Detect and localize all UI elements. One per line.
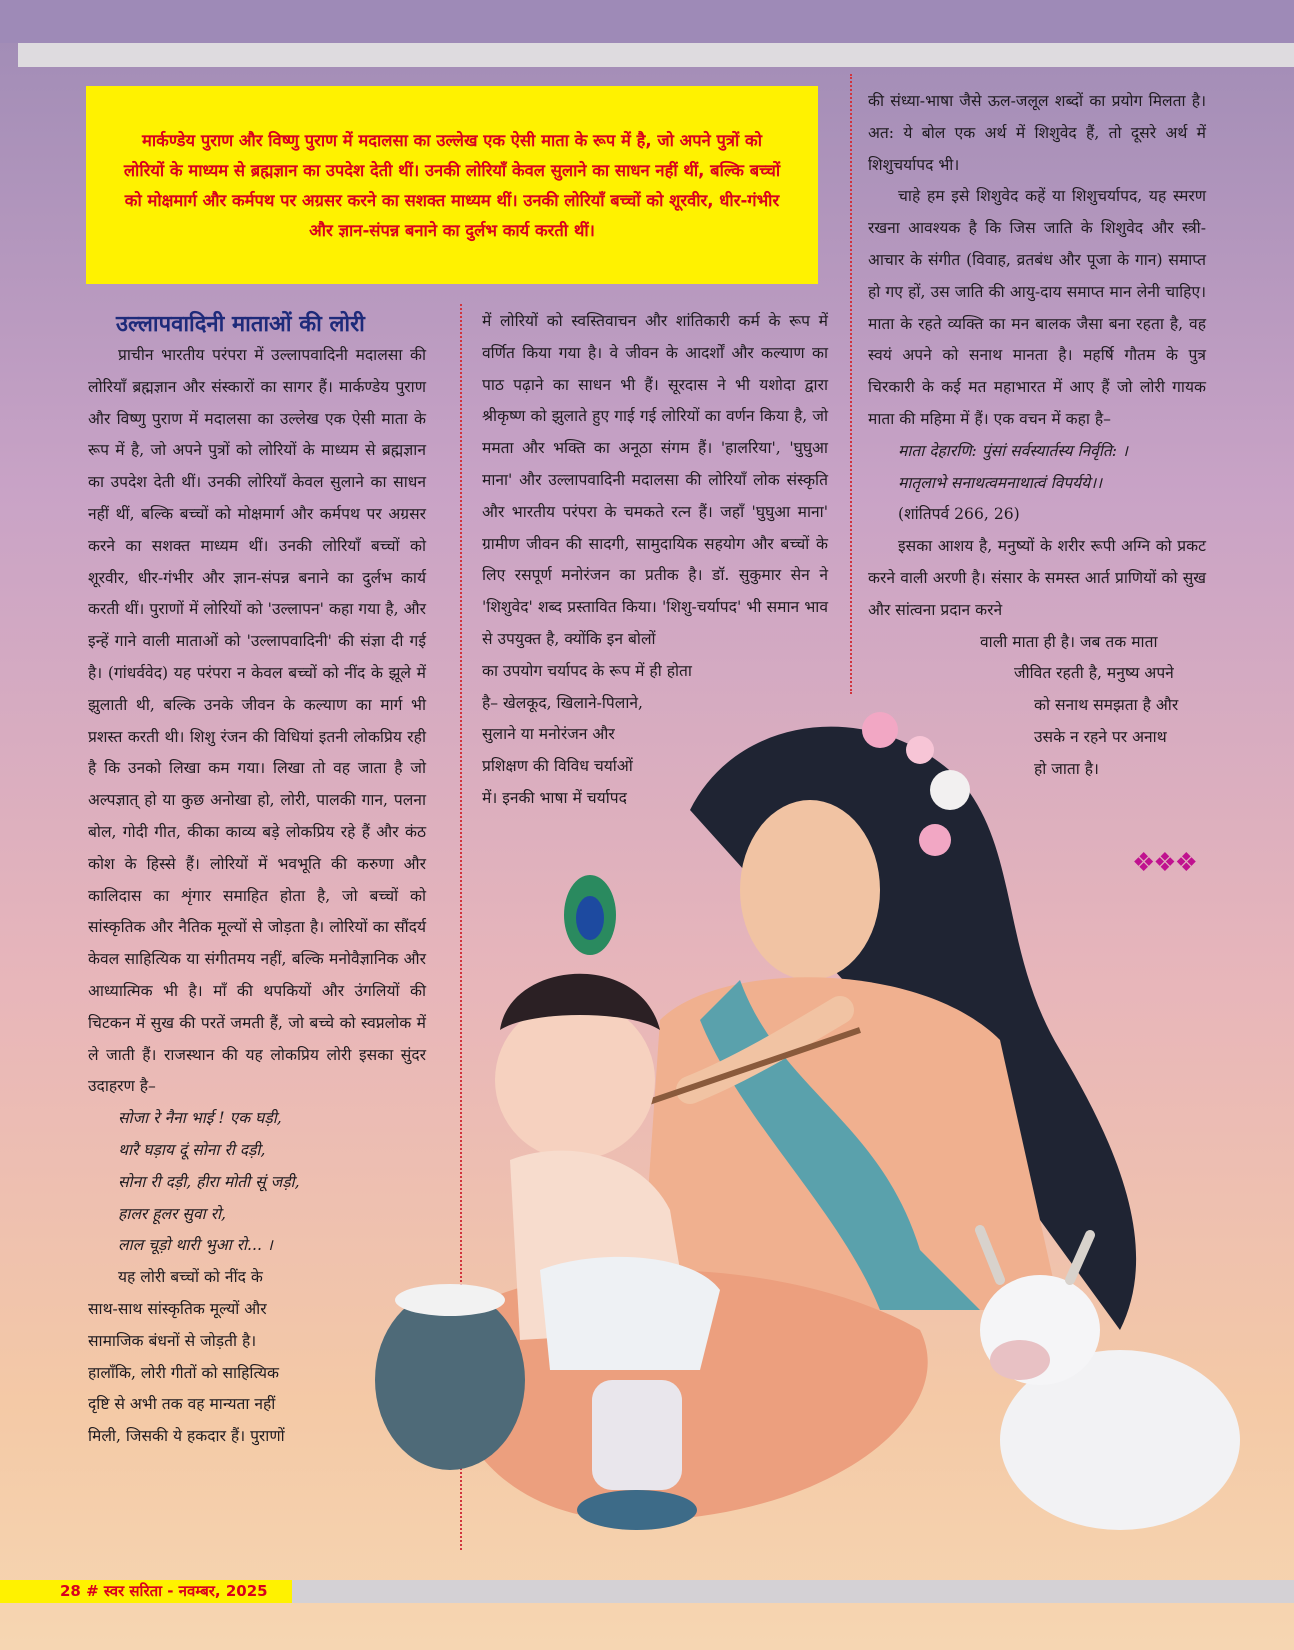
text-line: सामाजिक बंधनों से जोड़ती है। xyxy=(88,1331,257,1350)
callout-text: मार्कण्डेय पुराण और विष्णु पुराण में मदालसा का उल्लेख एक ऐसी माता के रूप में है, जो अपने पुत्रों को लोरियों के माध्यम से ब्रह्मज्ञान का उपदेश देती थीं। उनकी लोरियाँ केवल सुलाने का साधन नहीं थीं, बल्कि बच्चों को मोक्षमार्ग और कर्मपथ पर अग्रसर करने का सशक्त माध्यम थीं। उनकी लोरियाँ बच्चों को शूरवीर, धीर-गंभीर और ज्ञान-संपन्न बनाने का दुर्लभ कार्य करती थीं। xyxy=(123,131,781,240)
top-band xyxy=(0,0,1294,43)
text-line: यह लोरी बच्चों को नींद के xyxy=(118,1268,263,1287)
ornament-diamonds-icon: ❖❖❖ xyxy=(1132,848,1196,878)
text-line: प्रशिक्षण की विविध चर्याओं xyxy=(482,757,633,776)
verse-line: लाल चूड़ो थारी भुआ रो... । xyxy=(118,1236,273,1255)
text-line: सुलाने या मनोरंजन और xyxy=(482,725,615,744)
text-line: वाली माता ही है। जब तक माता xyxy=(980,632,1158,651)
text-line: जीवित रहती है, मनुष्य अपने xyxy=(1014,664,1174,683)
text-line: को सनाथ समझता है और xyxy=(1034,696,1179,715)
article-column-3 xyxy=(868,86,1206,786)
text-line: दृष्टि से अभी तक वह मान्यता नहीं xyxy=(88,1395,276,1414)
text-line: है– खेलकूद, खिलाने-पिलाने, xyxy=(482,693,643,712)
mother-feeding-child-illustration xyxy=(360,690,1260,1590)
paragraph: इसका आशय है, मनुष्यों के शरीर रूपी अग्नि को प्रकट करने वाली अरणी है। संसार के समस्त आर्त प्राणियों को सुख और सांत्वना प्रदान करने xyxy=(868,537,1206,619)
text-line: मिली, जिसकी ये हकदार हैं। पुराणों xyxy=(88,1427,285,1446)
text-line: साथ-साथ सांस्कृतिक मूल्यों और xyxy=(88,1299,267,1318)
top-stripe xyxy=(18,43,1294,67)
verse-line: सोजा रे नैना भाई ! एक घड़ी, xyxy=(118,1109,282,1128)
text-line: हो जाता है। xyxy=(1034,759,1099,778)
verse-line: माता देहारणि: पुंसां सर्वस्यार्तस्य निर्वृति: । xyxy=(898,441,1128,460)
text-line: उसके न रहने पर अनाथ xyxy=(1034,727,1167,746)
paragraph: की संध्या-भाषा जैसे ऊल-जलूल शब्दों का प्रयोग मिलता है। अत: ये बोल एक अर्थ में शिशुवेद हैं, तो दूसरे अर्थ में शिशुचर्यापद भी। xyxy=(868,92,1206,174)
text-line: का उपयोग चर्यापद के रूप में ही होता xyxy=(482,661,692,680)
text-line: में। इनकी भाषा में चर्यापद xyxy=(482,788,627,807)
page-footer-label: 28 # स्वर सरिता - नवम्बर, 2025 xyxy=(0,1580,292,1603)
paragraph: प्राचीन भारतीय परंपरा में उल्लापवादिनी मदालसा की लोरियाँ ब्रह्मज्ञान और संस्कारों का सागर हैं। मार्कण्डेय पुराण और विष्णु पुराण में मदालसा का उल्लेख एक ऐसी माता के रूप में है, जो अपने पुत्रों को लोरियों के माध्यम से ब्रह्मज्ञान का उपदेश देती थीं। उनकी लोरियाँ केवल सुलाने का साधन नहीं थीं, बल्कि बच्चों को मोक्षमार्ग और कर्मपथ पर अग्रसर करने का सशक्त माध्यम थीं। उनकी लोरियाँ बच्चों को शूरवीर, धीर-गंभीर और ज्ञान-संपन्न बनाने का दुर्लभ कार्य करती थीं। पुराणों में लोरियों को 'उल्लापन' कहा गया है, और इन्हें गाने वाली माताओं को 'उल्लापवादिनी' की संज्ञा दी गई है। (गांधर्ववेद) यह परंपरा न केवल बच्चों को नींद के झूले में झुलाती थी, बल्कि उनके जीवन के कल्याण का मार्ग भी प्रशस्त करती थी। शिशु रंजन की विधियां इतनी लोकप्रिय रही है कि उनको लिखा कम गया। लिखा तो वह जाता है जो अल्पज्ञात् हो या कुछ अनोखा हो, लोरी, पालकी गान, पलना बोल, गोदी गीत, कीका काव्य बड़े लोकप्रिय रहे हैं और कंठ कोश के हिस्से हैं। लोरियों में भवभूति की करुणा और कालिदास का शृंगार समाहित होता है, जो बच्चों को सांस्कृतिक और नैतिक मूल्यों से जोड़ता है। लोरियों का सौंदर्य केवल साहित्यिक या संगीतमय नहीं, बल्कि मनोवैज्ञानिक और आध्यात्मिक भी है। माँ की थपकियों और उंगलियों की चिटकन में सुख की परतें जमती हैं, जो बच्चे को स्वप्नलोक में ले जाती हैं। राजस्थान की यह लोकप्रिय लोरी इसका सुंदर उदाहरण है– xyxy=(88,346,426,1096)
column-divider-2 xyxy=(850,74,852,694)
paragraph: चाहे हम इसे शिशुवेद कहें या शिशुचर्यापद, यह स्मरण रखना आवश्यक है कि जिस जाति के शिशुवेद और स्त्री-आचार के संगीत (विवाह, व्रतबंध और पूजा के गान) समाप्त हो गए हों, उस जाति की आयु-दाय समाप्त मान लेनी चाहिए। माता के रहते व्यक्ति का मन बालक जैसा बना रहता है, वह स्वयं अपने को सनाथ मानता है। महर्षि गौतम के पुत्र चिरकारी के कई मत महाभारत में आए हैं जो लोरी गायक माता की महिमा में हैं। एक वचन में कहा है– xyxy=(868,187,1206,428)
verse-line: मातृलाभे सनाथत्वमनाथात्वं विपर्यये।। xyxy=(898,473,1103,492)
verse-line: सोना री दड़ी, हीरा मोती सूं जड़ी, xyxy=(118,1172,300,1191)
text-line: हालाँकि, लोरी गीतों को साहित्यिक xyxy=(88,1363,279,1382)
verse-line: हालर हूलर सुवा रो, xyxy=(118,1204,226,1223)
verse-citation: (शांतिपर्व 266, 26) xyxy=(898,505,1020,524)
highlight-callout-box xyxy=(86,86,818,284)
article-heading: उल्लापवादिनी माताओं की लोरी xyxy=(116,311,365,337)
verse-line: थारै घड़ाय दूं सोना री दड़ी, xyxy=(118,1140,266,1159)
paragraph: में लोरियों को स्वस्तिवाचन और शांतिकारी कर्म के रूप में वर्णित किया गया है। वे जीवन के आदर्शों और कल्याण का पाठ पढ़ाने का साधन भी हैं। सूरदास ने भी यशोदा द्वारा श्रीकृष्ण को झुलाते हुए गाई गई लोरियों का वर्णन किया है, जो ममता और भक्ति का अनूठा संगम हैं। 'हालरिया', 'घुघुआ माना' और उल्लापवादिनी मदालसा की लोरियाँ लोक संस्कृति और भारतीय परंपरा के चमकते रत्न हैं। जहाँ 'घुघुआ माना' ग्रामीण जीवन की सादगी, सामुदायिक सहयोग और बच्चों के लिए रसपूर्ण मनोरंजन का प्रतीक है। डॉ. सुकुमार सेन ने 'शिशुवेद' शब्द प्रस्तावित किया। 'शिशु-चर्यापद' भी समान भाव से उपयुक्त है, क्योंकि इन बोलों xyxy=(482,312,828,648)
